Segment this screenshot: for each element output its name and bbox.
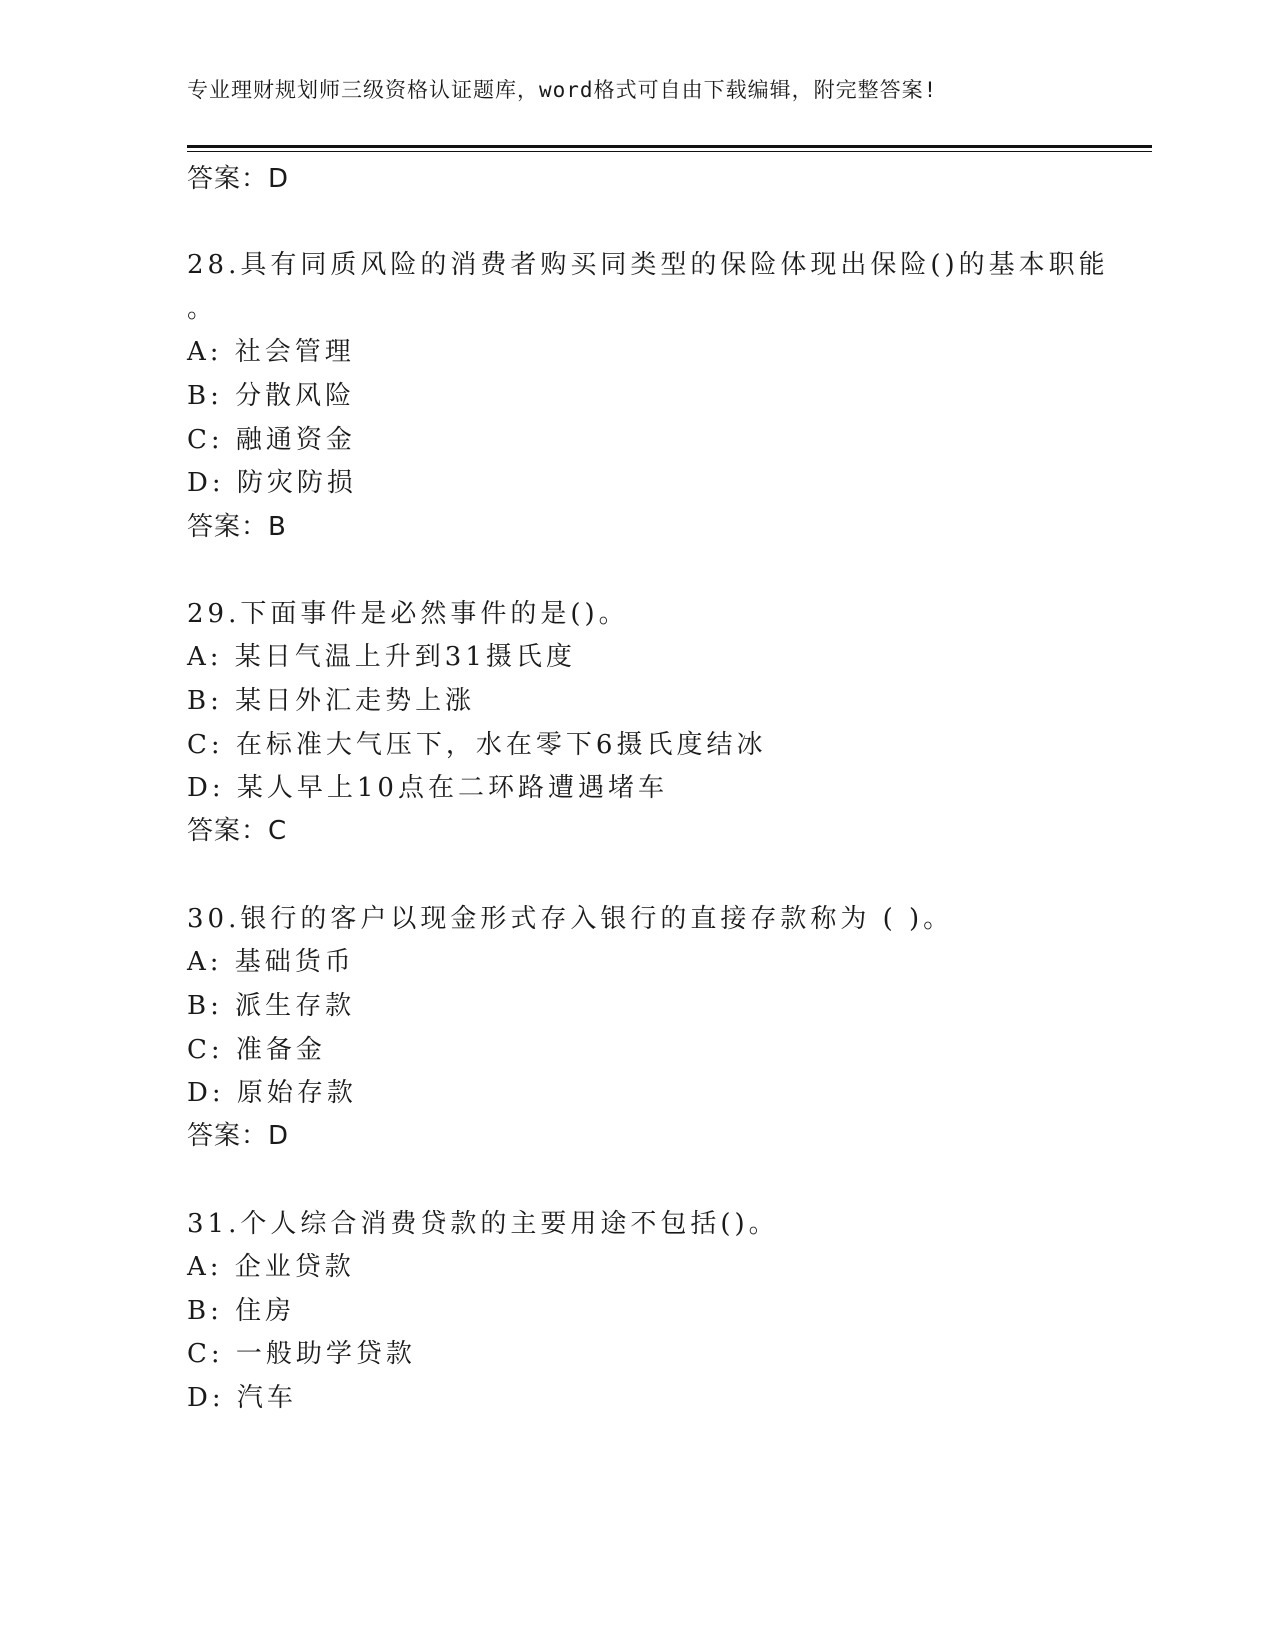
option-a: A: 企业贷款 — [187, 1252, 355, 1282]
question-stem-continued: 。 — [187, 294, 218, 324]
question-stem: 28.具有同质风险的消费者购买同类型的保险体现出保险()的基本职能 — [187, 250, 1109, 280]
answer-line: 答案：C — [187, 816, 288, 846]
option-a: A: 社会管理 — [187, 337, 355, 367]
option-d: D: 汽车 — [187, 1383, 297, 1413]
option-b: B: 某日外汇走势上涨 — [187, 686, 476, 716]
option-c: C: 准备金 — [187, 1035, 326, 1065]
header-divider-thin — [187, 151, 1152, 152]
option-c: C: 在标准大气压下，水在零下6摄氏度结冰 — [187, 730, 767, 760]
option-d: D: 某人早上10点在二环路遭遇堵车 — [187, 773, 668, 803]
header-divider-thick — [187, 145, 1152, 148]
question-stem: 29.下面事件是必然事件的是()。 — [187, 599, 629, 629]
answer-line: 答案：D — [187, 1121, 290, 1151]
option-b: B: 分散风险 — [187, 381, 356, 411]
option-c: C: 融通资金 — [187, 425, 356, 455]
option-d: D: 原始存款 — [187, 1078, 357, 1108]
option-d: D: 防灾防损 — [187, 468, 357, 498]
option-c: C: 一般助学贷款 — [187, 1339, 416, 1369]
option-a: A: 基础货币 — [187, 947, 355, 977]
option-b: B: 派生存款 — [187, 991, 356, 1021]
answer-line: 答案：B — [187, 512, 287, 542]
page-header: 专业理财规划师三级资格认证题库，word格式可自由下载编辑，附完整答案! — [187, 78, 938, 102]
answer-line: 答案：D — [187, 164, 290, 194]
option-a: A: 某日气温上升到31摄氏度 — [187, 642, 576, 672]
option-b: B: 住房 — [187, 1296, 296, 1326]
question-stem: 30.银行的客户以现金形式存入银行的直接存款称为 ( )。 — [187, 904, 954, 934]
question-stem: 31.个人综合消费贷款的主要用途不包括()。 — [187, 1209, 779, 1239]
